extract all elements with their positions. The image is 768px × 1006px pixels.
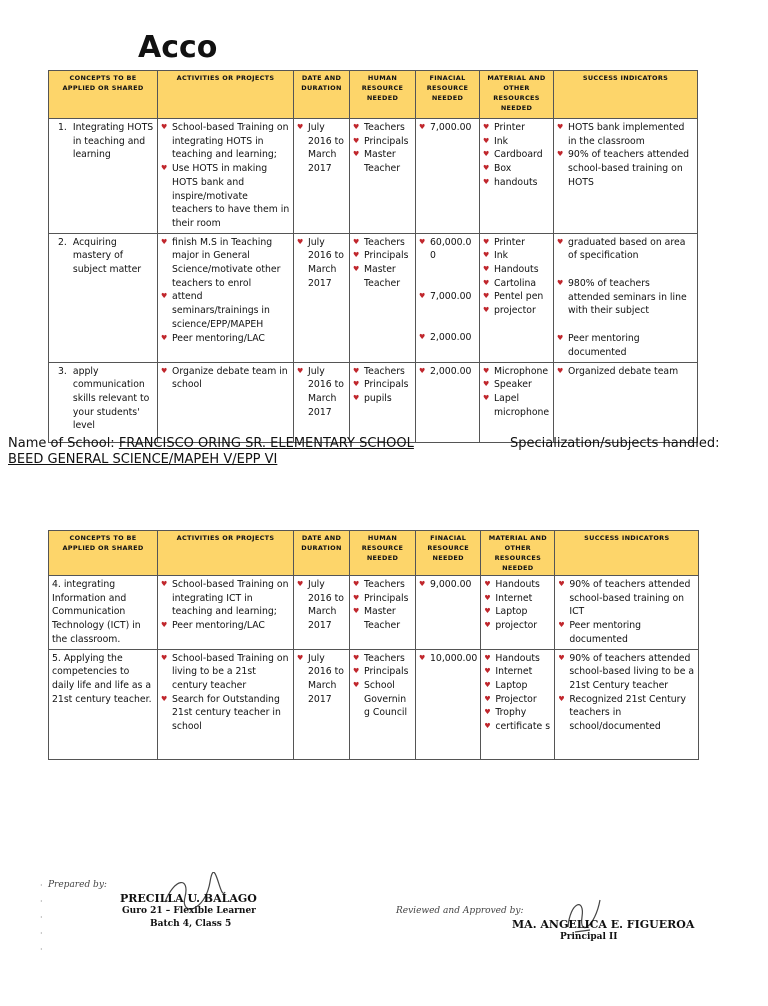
bullet-item: ♥ Laptop <box>484 679 551 693</box>
activities-cell <box>158 576 294 650</box>
header-financial: FINACIAL RESOURCE NEEDED <box>416 531 481 576</box>
concept-text: 5. Applying the competencies to daily life and life as a 21st century teacher. <box>52 652 152 705</box>
bullet-item: ♥ 7,000.00 <box>419 121 476 135</box>
header-date: DATE AND DURATION <box>294 531 350 576</box>
prepared-by-label: Prepared by: <box>48 880 107 890</box>
bullet-item: ♥ Principals <box>353 592 412 606</box>
activities-cell <box>158 362 294 442</box>
date-text: ♥ July 2016 to March 2017 <box>297 121 346 176</box>
indicators-cell <box>554 233 698 362</box>
bullet-item: ♥ School-based Training on living to be a 21st century teacher <box>161 652 290 693</box>
prepared-role: Guro 21 – Flexible Learner <box>122 906 256 916</box>
specialization-value: BEED GENERAL SCIENCE/MAPEH V/EPP VI <box>8 452 278 467</box>
bullet-item: ♥ Printer <box>483 236 550 250</box>
concept-cell <box>49 576 158 650</box>
human-cell <box>350 233 416 362</box>
activities-cell <box>158 649 294 759</box>
bullet-item: ♥ Master Teacher <box>353 605 412 632</box>
bullet-item: ♥ Ink <box>483 249 550 263</box>
concept-text: apply communication skills relevant to your students' level <box>72 365 150 432</box>
materials-cell <box>480 233 554 362</box>
date-cell <box>294 649 350 759</box>
bullet-item: ♥ Printer <box>483 121 550 135</box>
bullet-item: ♥ Projector <box>484 693 551 707</box>
bullet-item: ♥ finish M.S in Teaching major in General Science/motivate other teachers to enrol <box>161 236 290 291</box>
bullet-item: ♥ Cardboard <box>483 148 550 162</box>
indicators-cell <box>555 576 699 650</box>
concept-number: 1. <box>58 122 67 133</box>
header-concepts: CONCEPTS TO BE APPLIED OR SHARED <box>49 531 158 576</box>
table-row <box>49 576 699 650</box>
header-materials: MATERIAL AND OTHER RESOURCES NEEDED <box>481 531 555 576</box>
financial-cell <box>416 119 480 234</box>
bullet-item: ♥ Principals <box>353 378 412 392</box>
bullet-item: ♥ Pentel pen <box>483 290 550 304</box>
bullet-item: ♥ Use HOTS in making HOTS bank and inspire/motivate teachers to have them in their room <box>161 162 290 231</box>
materials-cell <box>480 362 554 442</box>
bullet-item: ♥ pupils <box>353 392 412 406</box>
bullet-item: ♥ Master Teacher <box>353 263 412 290</box>
bullet-item: ♥ Organized debate team <box>557 365 694 379</box>
bullet-item: ♥ 90% of teachers attended school-based training on ICT <box>558 578 695 619</box>
approved-role: Principal II <box>560 932 618 942</box>
bullet-item: ♥ 90% of teachers attended school-based training on HOTS <box>557 148 694 189</box>
bullet-item: ♥ 10,000.00 <box>419 652 477 666</box>
header-concepts: CONCEPTS TO BE APPLIED OR SHARED <box>49 71 158 119</box>
bullet-item: ♥ Organize debate team in school <box>161 365 290 392</box>
financial-cell <box>416 362 480 442</box>
bullet-item: ♥ Teachers <box>353 236 412 250</box>
school-line <box>8 436 414 451</box>
bullet-item: ♥ Peer mentoring/LAC <box>161 332 290 346</box>
materials-cell <box>480 119 554 234</box>
bullet-item: ♥ School-based Training on integrating HOTS in teaching and learning; <box>161 121 290 162</box>
header-activities: ACTIVITIES OR PROJECTS <box>158 71 294 119</box>
concept-text: Acquiring mastery of subject matter <box>72 236 142 276</box>
human-cell <box>350 576 416 650</box>
bullet-item: ♥ 9,000.00 <box>419 578 477 592</box>
bullet-item: ♥ Principals <box>353 135 412 149</box>
approved-name: MA. ANGELICA E. FIGUEROA <box>512 918 695 931</box>
specialization-label: Specialization/subjects handled: <box>510 436 720 451</box>
bullet-item: ♥ Trophy <box>484 706 551 720</box>
bullet-item: ♥ Search for Outstanding 21st century teacher in school <box>161 693 290 734</box>
indicators-cell <box>554 119 698 234</box>
materials-cell <box>481 649 555 759</box>
bullet-item: ♥ Principals <box>353 249 412 263</box>
concept-cell <box>49 119 158 234</box>
bullet-item: ♥ 7,000.00 <box>419 290 476 304</box>
date-cell <box>294 576 350 650</box>
header-human: HUMAN RESOURCE NEEDED <box>350 71 416 119</box>
bullet-item: ♥ Speaker <box>483 378 550 392</box>
bullet-item: ♥ 2,000.00 <box>419 331 476 345</box>
bullet-item: ♥ Peer mentoring documented <box>557 332 694 359</box>
concept-cell <box>49 649 158 759</box>
human-cell <box>350 649 416 759</box>
bullet-item: ♥ Peer mentoring documented <box>558 619 695 646</box>
prepared-name: PRECILLA U. BALAGO <box>120 892 257 905</box>
bullet-item: ♥ handouts <box>483 176 550 190</box>
header-date: DATE AND DURATION <box>294 71 350 119</box>
bullet-item: ♥ attend seminars/trainings in science/EPP/MAPEH <box>161 290 290 331</box>
date-cell <box>294 362 350 442</box>
indicators-cell <box>555 649 699 759</box>
header-materials: MATERIAL AND OTHER RESOURCES NEEDED <box>480 71 554 119</box>
bullet-item: ♥ Teachers <box>353 652 412 666</box>
document-title: Acco <box>138 30 218 65</box>
bullet-item: ♥ Ink <box>483 135 550 149</box>
bullet-item: ♥ School Governin g Council <box>353 679 412 720</box>
bullet-item: ♥ Internet <box>484 665 551 679</box>
activities-cell <box>158 233 294 362</box>
bullet-item: ♥ HOTS bank implemented in the classroom <box>557 121 694 148</box>
concept-text: Integrating HOTS in teaching and learning <box>72 122 154 161</box>
bullet-item: ♥ Teachers <box>353 365 412 379</box>
table-row <box>49 119 698 234</box>
bullet-item: ♥ 2,000.00 <box>419 365 476 379</box>
bullet-item: ♥ projector <box>484 619 551 633</box>
bullet-item: ♥ projector <box>483 304 550 318</box>
bullet-item: ♥ Internet <box>484 592 551 606</box>
table-row <box>49 362 698 442</box>
bullet-item: ♥ 90% of teachers attended school-based living to be a 21st Century teacher <box>558 652 695 693</box>
school-label: Name of School: <box>8 436 119 451</box>
bullet-item: ♥ certificate s <box>484 720 551 734</box>
concept-number: 3. <box>58 365 67 377</box>
table-row <box>49 649 699 759</box>
financial-cell <box>416 649 481 759</box>
plan-table-1 <box>48 70 698 443</box>
bullet-item: ♥ Teachers <box>353 578 412 592</box>
bullet-item: ♥ Laptop <box>484 605 551 619</box>
date-text: ♥ July 2016 to March 2017 <box>297 652 346 707</box>
concept-number: 2. <box>58 236 67 248</box>
school-name: FRANCISCO ORING SR. ELEMENTARY SCHOOL <box>118 436 414 451</box>
header-indicators: SUCCESS INDICATORS <box>554 71 698 119</box>
financial-cell <box>416 576 481 650</box>
date-text: ♥ July 2016 to March 2017 <box>297 365 346 420</box>
bullet-item: ♥ Teachers <box>353 121 412 135</box>
bullet-item: ♥ graduated based on area of specification <box>557 236 694 263</box>
human-cell <box>350 119 416 234</box>
activities-cell <box>158 119 294 234</box>
header-human: HUMAN RESOURCE NEEDED <box>350 531 416 576</box>
financial-cell <box>416 233 480 362</box>
bullet-item: ♥ Master Teacher <box>353 148 412 175</box>
bullet-item: ♥ Recognized 21st Century teachers in school/documented <box>558 693 695 734</box>
plan-table-2 <box>48 530 699 760</box>
date-text: ♥ July 2016 to March 2017 <box>297 236 346 291</box>
concept-cell <box>49 233 158 362</box>
bullet-item: ♥ Handouts <box>484 652 551 666</box>
date-cell <box>294 119 350 234</box>
bullet-item: ♥ Principals <box>353 665 412 679</box>
indicators-cell <box>554 362 698 442</box>
bullet-item: ♥ Peer mentoring/LAC <box>161 619 290 633</box>
header-indicators: SUCCESS INDICATORS <box>555 531 699 576</box>
date-text: ♥ July 2016 to March 2017 <box>297 578 346 633</box>
prepared-batch: Batch 4, Class 5 <box>150 919 232 929</box>
bullet-item: ♥ Cartolina <box>483 277 550 291</box>
bullet-item: ♥ 60,000.0 0 <box>419 236 476 263</box>
concept-text: 4. integrating Information and Communication Technology (ICT) in the classroom. <box>52 579 141 645</box>
bullet-item: ♥ Handouts <box>484 578 551 592</box>
table-row <box>49 233 698 362</box>
human-cell <box>350 362 416 442</box>
bullet-item: ♥ Box <box>483 162 550 176</box>
header-activities: ACTIVITIES OR PROJECTS <box>158 531 294 576</box>
bullet-item: ♥ Microphone <box>483 365 550 379</box>
bullet-item: ♥ Lapel microphone <box>483 392 550 419</box>
date-cell <box>294 233 350 362</box>
bullet-item: ♥ 980% of teachers attended seminars in line with their subject <box>557 277 694 318</box>
concept-cell <box>49 362 158 442</box>
approved-by-label: Reviewed and Approved by: <box>396 906 524 916</box>
margin-dots: · · · · · <box>40 881 43 954</box>
bullet-item: ♥ Handouts <box>483 263 550 277</box>
materials-cell <box>481 576 555 650</box>
bullet-item: ♥ School-based Training on integrating ICT in teaching and learning; <box>161 578 290 619</box>
header-financial: FINACIAL RESOURCE NEEDED <box>416 71 480 119</box>
